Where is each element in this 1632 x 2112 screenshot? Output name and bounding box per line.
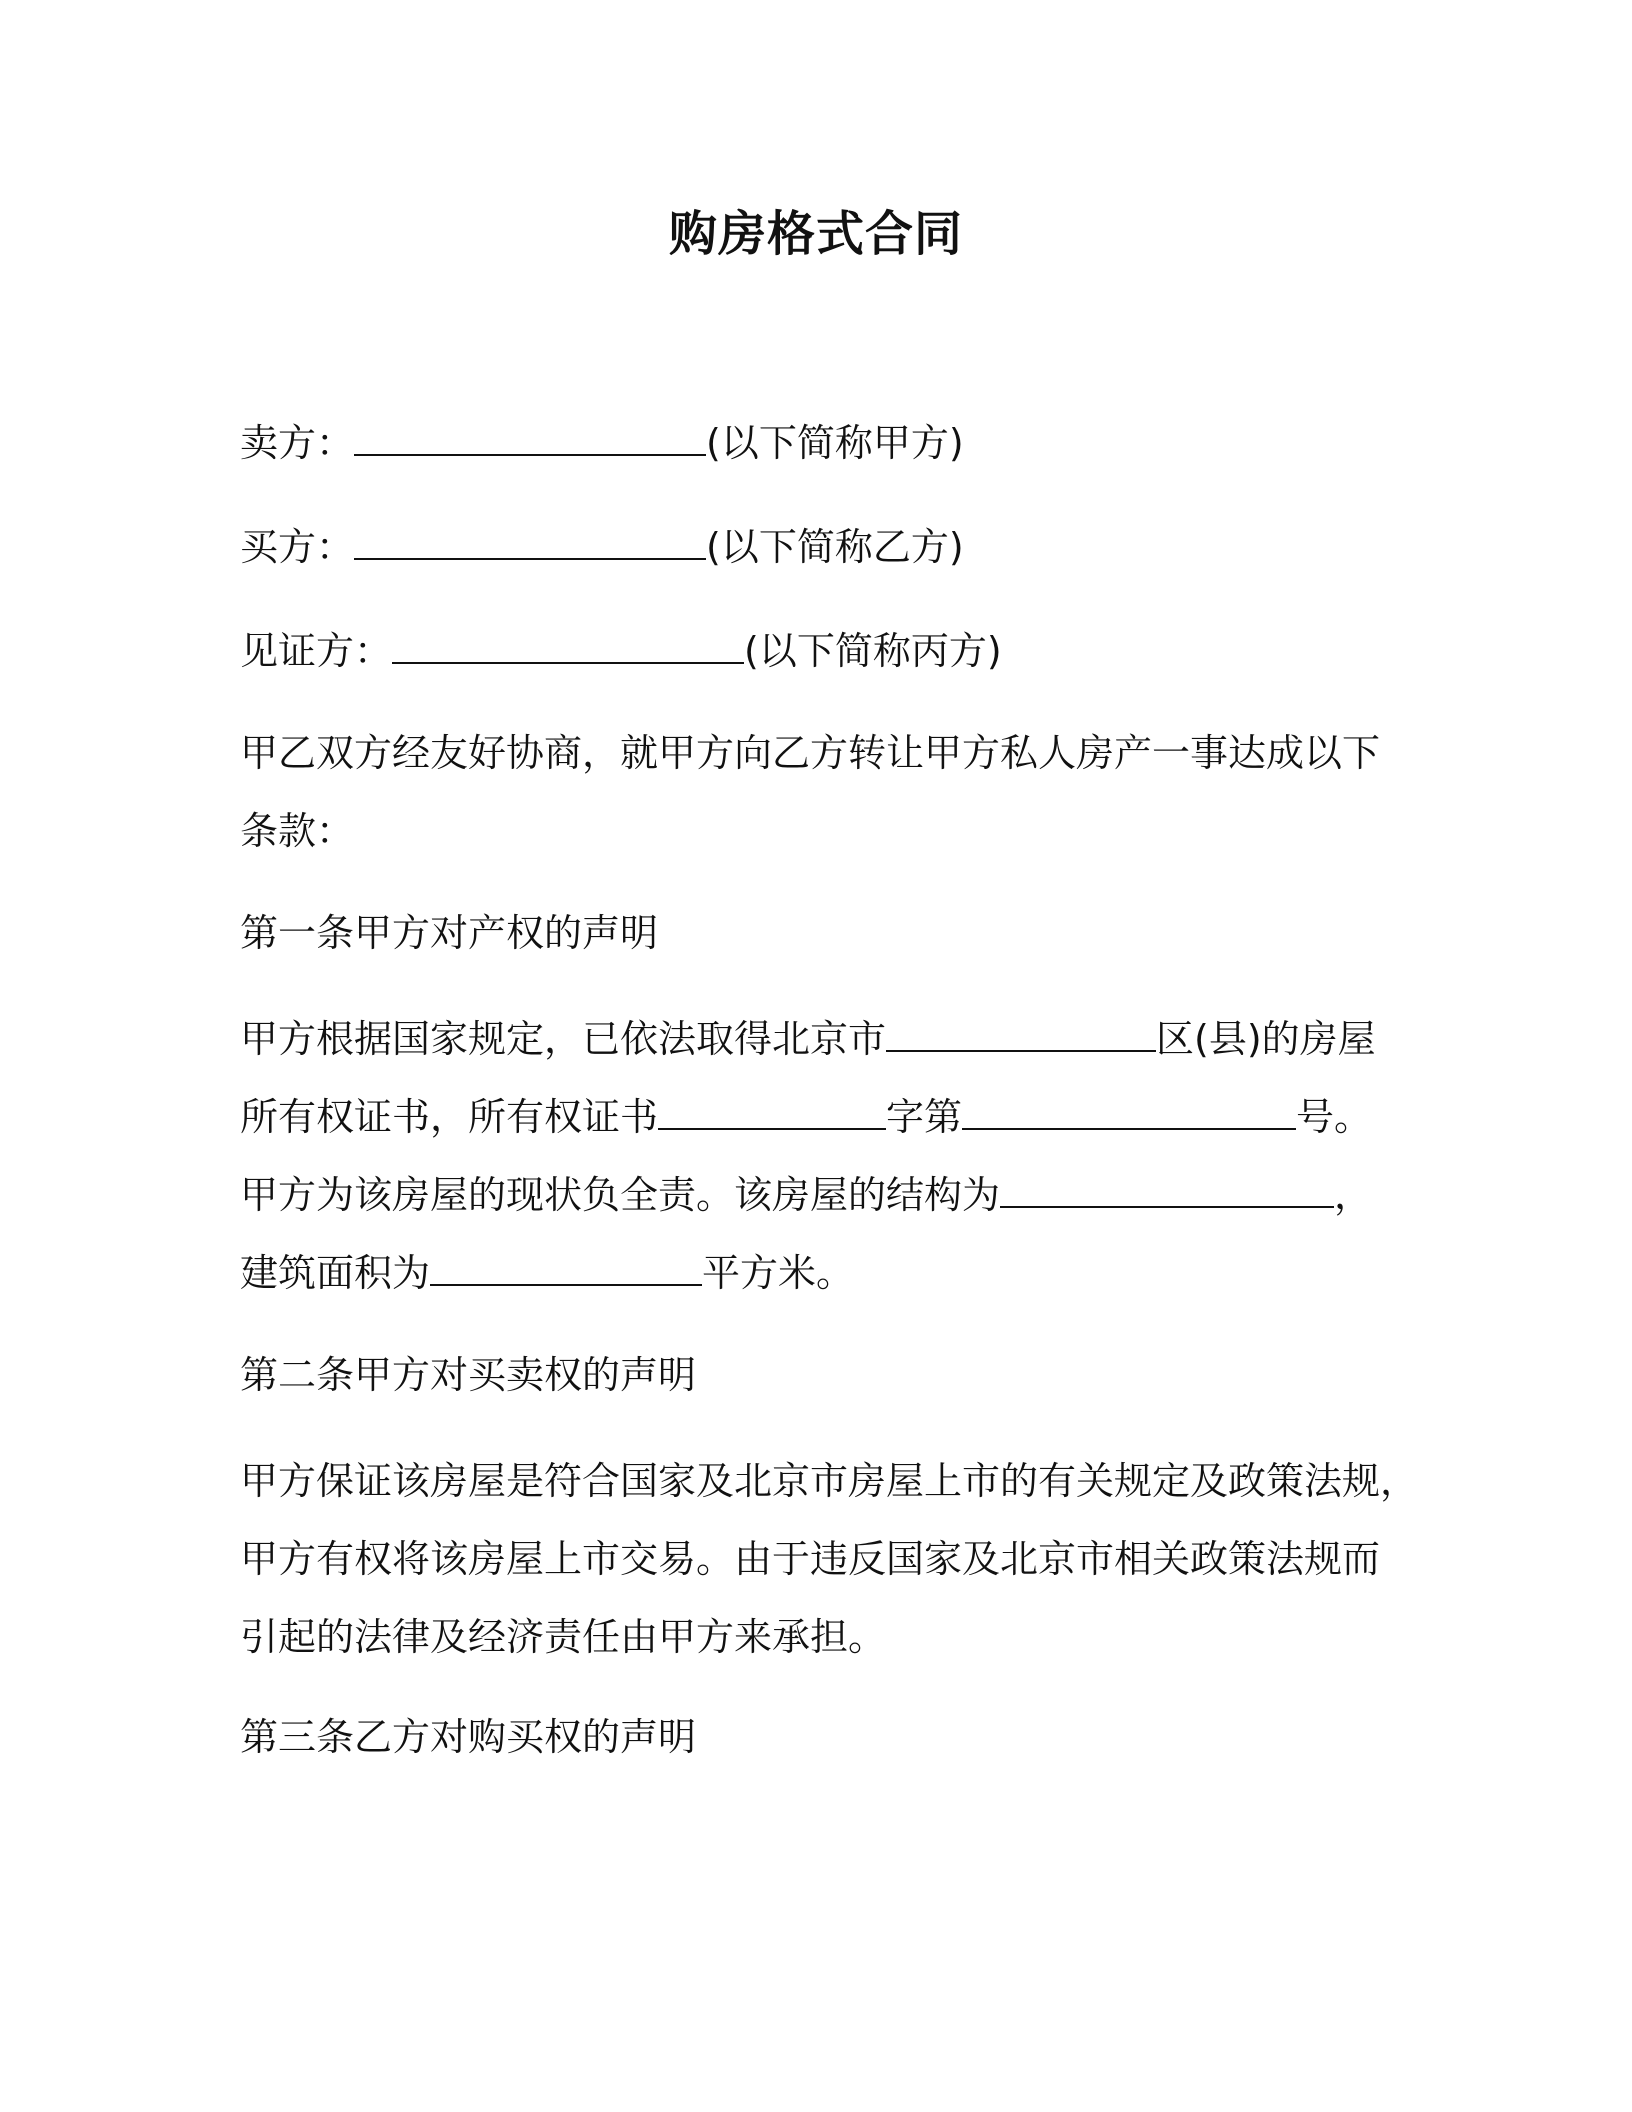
- article1-text: 号。: [1296, 1095, 1373, 1139]
- buyer-label: 买方：: [240, 525, 355, 569]
- witness-suffix: (以下简称丙方): [744, 629, 1002, 673]
- article1-text: ，: [1334, 1173, 1373, 1217]
- buyer-suffix: (以下简称乙方): [706, 525, 964, 569]
- article3-heading: 第三条乙方对购买权的声明: [240, 1715, 697, 1759]
- seller-line: [240, 418, 964, 468]
- article1-line-1: [240, 1014, 1376, 1064]
- article1-line-2: [240, 1092, 1372, 1142]
- structure-blank[interactable]: [1000, 1176, 1334, 1208]
- article2-line-3: 引起的法律及经济责任由甲方来承担。: [240, 1615, 887, 1659]
- article1-text: 平方米。: [702, 1251, 855, 1295]
- article1-text: 区(县)的房屋: [1156, 1017, 1376, 1061]
- buyer-line: [240, 522, 964, 572]
- article1-line-3: [240, 1170, 1372, 1220]
- witness-name-blank[interactable]: [392, 632, 744, 664]
- seller-label: 卖方：: [240, 421, 355, 465]
- article2-heading: 第二条甲方对买卖权的声明: [240, 1353, 697, 1397]
- article1-text: 甲方根据国家规定，已依法取得北京市: [240, 1017, 887, 1061]
- witness-label: 见证方：: [240, 629, 393, 673]
- document-title: 购房格式合同: [668, 206, 963, 262]
- article1-text: 所有权证书，所有权证书: [240, 1095, 659, 1139]
- article1-heading: 第一条甲方对产权的声明: [240, 911, 659, 955]
- witness-line: [240, 626, 1002, 676]
- article1-text: 甲方为该房屋的现状负全责。该房屋的结构为: [240, 1173, 1001, 1217]
- article2-line-2: 甲方有权将该房屋上市交易。由于违反国家及北京市相关政策法规而: [240, 1537, 1381, 1581]
- intro-line-2: 条款：: [240, 809, 355, 853]
- certificate-number-blank[interactable]: [962, 1098, 1296, 1130]
- article1-text: 字第: [886, 1095, 963, 1139]
- intro-line-1: 甲乙双方经友好协商，就甲方向乙方转让甲方私人房产一事达成以下: [240, 731, 1381, 775]
- seller-name-blank[interactable]: [354, 424, 706, 456]
- article1-text: 建筑面积为: [240, 1251, 431, 1295]
- seller-suffix: (以下简称甲方): [706, 421, 964, 465]
- area-blank[interactable]: [430, 1254, 702, 1286]
- article1-line-4: [240, 1248, 854, 1298]
- certificate-prefix-blank[interactable]: [658, 1098, 886, 1130]
- article2-line-1: 甲方保证该房屋是符合国家及北京市房屋上市的有关规定及政策法规，: [240, 1459, 1419, 1503]
- district-blank[interactable]: [886, 1020, 1156, 1052]
- buyer-name-blank[interactable]: [354, 528, 706, 560]
